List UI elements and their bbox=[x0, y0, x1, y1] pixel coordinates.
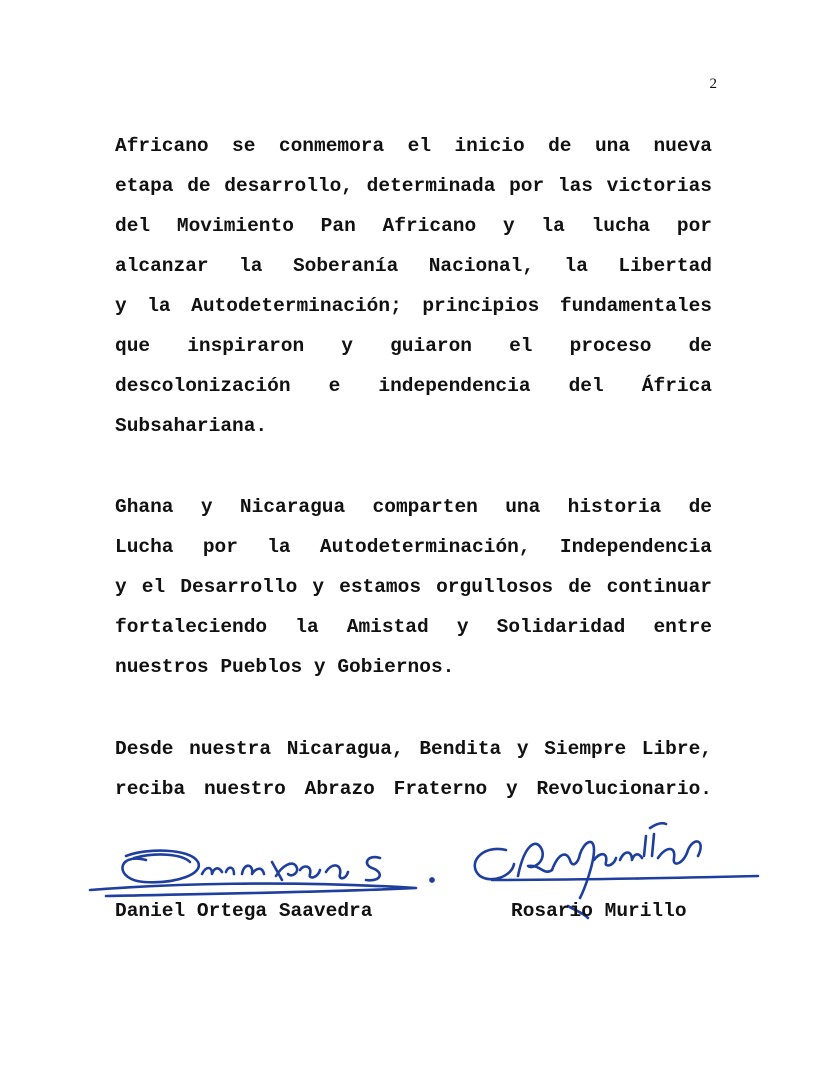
paragraph-line: reciba nuestro Abrazo Fraterno y Revolucionario. bbox=[115, 778, 712, 800]
signatory-name-left: Daniel Ortega Saavedra bbox=[115, 900, 373, 922]
paragraph-line: alcanzar la Soberanía Nacional, la Libertad bbox=[115, 255, 712, 277]
paragraph-line: Africano se conmemora el inicio de una nueva bbox=[115, 135, 712, 157]
paragraph-line: del Movimiento Pan Africano y la lucha por bbox=[115, 215, 712, 237]
paragraph-3 bbox=[115, 729, 712, 809]
paragraph-line: descolonización e independencia del África bbox=[115, 375, 712, 397]
paragraph-line: Desde nuestra Nicaragua, Bendita y Siempre Libre, bbox=[115, 738, 712, 760]
paragraph-line: y la Autodeterminación; principios fundamentales bbox=[115, 295, 712, 317]
paragraph-line: Subsahariana. bbox=[115, 415, 268, 437]
paragraph-line: fortaleciendo la Amistad y Solidaridad entre bbox=[115, 616, 712, 638]
paragraph-1 bbox=[115, 126, 712, 446]
paragraph-2 bbox=[115, 487, 712, 687]
signature-daniel-ortega bbox=[86, 822, 446, 912]
paragraph-line: nuestros Pueblos y Gobiernos. bbox=[115, 656, 455, 678]
paragraph-line: Ghana y Nicaragua comparten una historia de bbox=[115, 496, 712, 518]
page-number: 2 bbox=[709, 76, 717, 92]
paragraph-line: Lucha por la Autodeterminación, Independencia bbox=[115, 536, 712, 558]
paragraph-line: que inspiraron y guiaron el proceso de bbox=[115, 335, 712, 357]
paragraph-line: y el Desarrollo y estamos orgullosos de continuar bbox=[115, 576, 712, 598]
signatory-name-right: Rosario Murillo bbox=[511, 900, 687, 922]
paragraph-line: etapa de desarrollo, determinada por las victorias bbox=[115, 175, 712, 197]
